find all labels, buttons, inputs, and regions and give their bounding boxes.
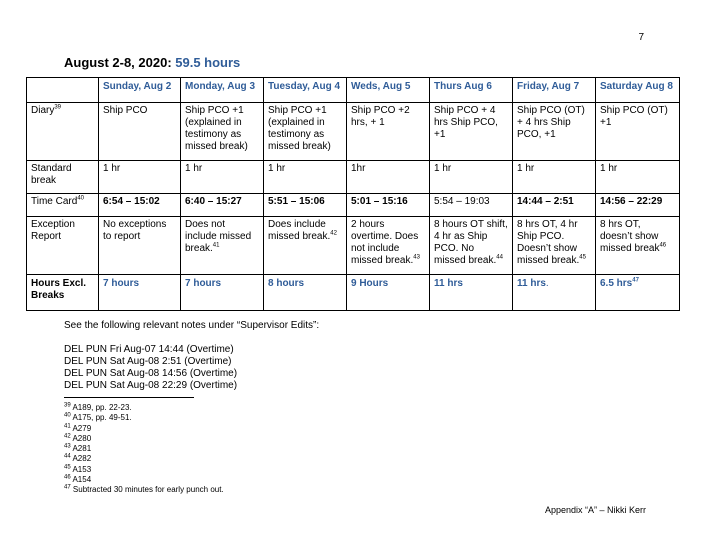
break-cell: 1 hr xyxy=(181,161,264,194)
heading-hours: 59.5 hours xyxy=(175,55,241,70)
time-card-row xyxy=(27,194,680,217)
exception-cell: 8 hrs OT, 4 hr Ship PCO. Doesn’t show missed break.$^{45}$ xyxy=(513,217,596,275)
break-cell: 1 hr xyxy=(430,161,513,194)
break-cell: 1hr xyxy=(347,161,430,194)
header-tuesday: Tuesday, Aug 4 xyxy=(264,78,347,103)
break-cell: 1 hr xyxy=(264,161,347,194)
footnote-ref: 43 xyxy=(413,254,420,261)
header-empty xyxy=(27,78,99,103)
hours-excl-breaks-label: Hours Excl. Breaks xyxy=(27,275,99,311)
page-heading xyxy=(64,55,240,70)
diary-cell: Ship PCO +1 (explained in testimony as missed break) xyxy=(264,103,347,161)
footnote: $^{44}$ A282 xyxy=(64,453,92,464)
footnote: $^{43}$ A281 xyxy=(64,443,92,454)
hours-excl-breaks-row xyxy=(27,275,680,311)
diary-label: Diary$^{39}$ xyxy=(27,103,99,161)
appendix-footer: Appendix “A” – Nikki Kerr xyxy=(544,505,646,515)
footnote: $^{39}$ A189, pp. 22-23. xyxy=(64,402,132,412)
note-line: DEL PUN Sat Aug-08 22:29 (Overtime) xyxy=(64,380,238,391)
exception-report-row xyxy=(27,217,680,275)
diary-cell: Ship PCO + 4 hrs Ship PCO, +1 xyxy=(430,103,513,161)
hours-cell: 11 hrs xyxy=(430,275,513,311)
standard-break-label: Standard break xyxy=(27,161,99,194)
footnote: $^{47}$ Subtracted 30 minutes for early punch out. xyxy=(64,484,224,495)
footnote: $^{46}$ A154 xyxy=(64,474,92,485)
hours-cell: 7 hours xyxy=(99,275,181,311)
exception-cell: 8 hours OT shift, 4 hr as Ship PCO. No missed break.$^{44}$ xyxy=(430,217,513,275)
hours-cell: 11 hrs. xyxy=(513,275,596,311)
footnote-ref: 42 xyxy=(330,230,337,237)
page-number: 7 xyxy=(638,32,644,43)
footnote-ref: 40 xyxy=(77,195,84,202)
footnote: $^{41}$ A279 xyxy=(64,422,92,433)
note-line: DEL PUN Sat Aug-08 14:56 (Overtime) xyxy=(64,368,238,379)
time-card-cell: 5:54 – 19:03 xyxy=(430,194,513,217)
header-monday: Monday, Aug 3 xyxy=(181,78,264,103)
footnote: $^{45}$ A153 xyxy=(64,464,92,474)
standard-break-row xyxy=(27,161,680,194)
footnote-ref: 45 xyxy=(579,254,586,261)
diary-cell: Ship PCO (OT) + 4 hrs Ship PCO, +1 xyxy=(513,103,596,161)
header-saturday: Saturday Aug 8 xyxy=(596,78,680,103)
hours-cell: 8 hours xyxy=(264,275,347,311)
header-row xyxy=(27,78,680,103)
header-thursday: Thurs Aug 6 xyxy=(430,78,513,103)
footnotes xyxy=(64,403,224,496)
header-sunday: Sunday, Aug 2 xyxy=(99,78,181,103)
footnote-ref: 41 xyxy=(212,242,220,249)
time-card-cell: 6:40 – 15:27 xyxy=(181,194,264,217)
header-wednesday: Weds, Aug 5 xyxy=(347,78,430,103)
schedule-table xyxy=(26,77,680,311)
exception-cell: 8 hrs OT, doesn’t show missed break$^{46}$ xyxy=(596,217,680,275)
diary-row xyxy=(27,103,680,161)
time-card-cell: 5:01 – 15:16 xyxy=(347,194,430,217)
exception-report-label: Exception Report xyxy=(27,217,99,275)
diary-cell: Ship PCO (OT) +1 xyxy=(596,103,680,161)
exception-cell: Does include missed break.$^{42}$ xyxy=(264,217,347,275)
break-cell: 1 hr xyxy=(513,161,596,194)
break-cell: 1 hr xyxy=(99,161,181,194)
time-card-cell: 5:51 – 15:06 xyxy=(264,194,347,217)
hours-cell: 7 hours xyxy=(181,275,264,311)
exception-cell: No exceptions to report xyxy=(99,217,181,275)
diary-cell: Ship PCO xyxy=(99,103,181,161)
footnote: $^{40}$ A175, pp. 49-51. xyxy=(64,412,132,423)
exception-cell: Does not include missed break.$^{41}$ xyxy=(181,217,264,275)
footnote: $^{42}$ A280 xyxy=(64,433,92,443)
time-card-cell: 14:44 – 2:51 xyxy=(513,194,596,217)
header-friday: Friday, Aug 7 xyxy=(513,78,596,103)
footnote-ref: 46 xyxy=(659,242,667,249)
break-cell: 1 hr xyxy=(596,161,680,194)
time-card-label: Time Card$^{40}$ xyxy=(27,194,99,217)
note-line: DEL PUN Fri Aug-07 14:44 (Overtime) xyxy=(64,344,234,355)
time-card-cell: 14:56 – 22:29 xyxy=(596,194,680,217)
footnote-divider xyxy=(64,397,194,398)
time-card-cell: 6:54 – 15:02 xyxy=(99,194,181,217)
footnote-ref: 47 xyxy=(632,277,639,284)
exception-cell: 2 hours overtime. Does not include missed break.$^{43}$ xyxy=(347,217,430,275)
footnote-ref: 44 xyxy=(496,254,503,261)
hours-cell: 9 Hours xyxy=(347,275,430,311)
notes-intro: See the following relevant notes under “Supervisor Edits”: xyxy=(64,320,320,331)
diary-cell: Ship PCO +2 hrs, + 1 xyxy=(347,103,430,161)
note-line: DEL PUN Sat Aug-08 2:51 (Overtime) xyxy=(64,356,232,367)
hours-cell: 6.5 hrs$^{47}$ xyxy=(596,275,680,311)
diary-cell: Ship PCO +1 (explained in testimony as missed break) xyxy=(181,103,264,161)
supervisor-notes xyxy=(64,320,319,392)
footnote-ref: 39 xyxy=(54,104,62,111)
heading-dates: August 2-8, 2020: xyxy=(64,55,176,70)
